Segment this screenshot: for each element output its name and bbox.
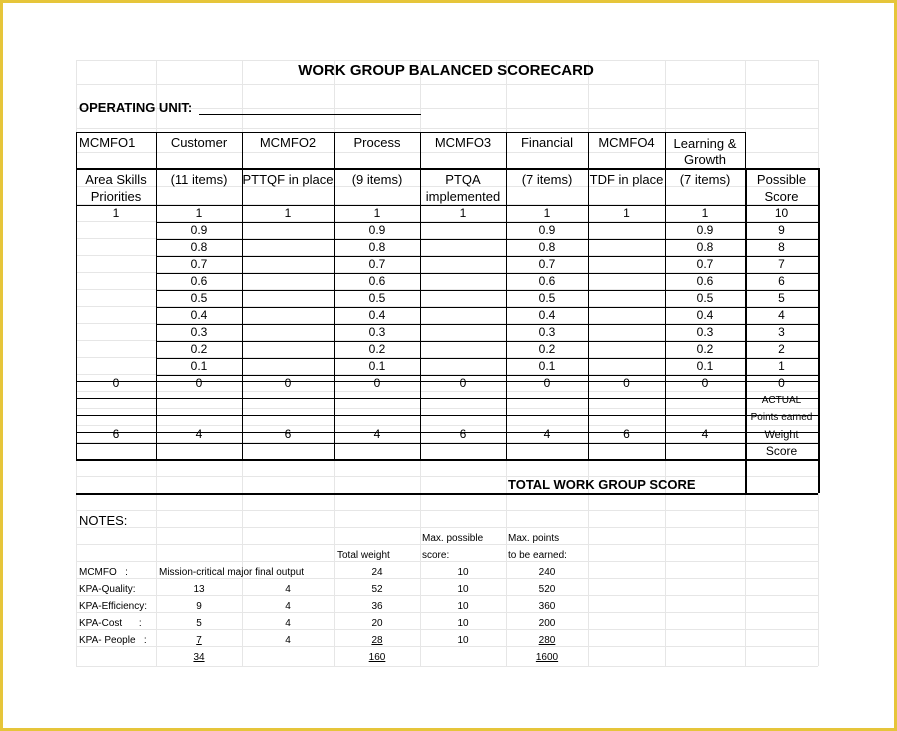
weight-value: 4 [543, 427, 551, 441]
scale-value: 0.2 [538, 342, 556, 356]
summary-total-weight: 28 [371, 635, 383, 646]
subheader-2: PTTQF in place [242, 172, 334, 187]
header-mcmfo3: MCMFO3 [434, 135, 492, 150]
possible-score: 10 [774, 206, 789, 220]
scale-value: 0.8 [538, 240, 556, 254]
header-mcmfo2: MCMFO2 [259, 135, 317, 150]
header-customer: Customer [170, 135, 228, 150]
scale-value: 0.7 [190, 257, 208, 271]
summary-max-points: 520 [538, 584, 556, 595]
summary-row-label: KPA-Quality: [79, 584, 136, 595]
scale-value: 0.4 [696, 308, 714, 322]
scale-value: 1 [701, 206, 709, 220]
scale-value: 0.1 [368, 359, 386, 373]
summary-max-score: 10 [457, 584, 469, 595]
operating-unit-label: OPERATING UNIT: [79, 100, 193, 115]
subheader-7: (7 items) [679, 172, 731, 187]
scale-value: 0 [284, 376, 292, 390]
subheader-1: (11 items) [170, 172, 228, 187]
summary-max-points: 280 [538, 635, 556, 646]
summary-total-weight: 36 [371, 601, 383, 612]
weight-value: 6 [623, 427, 630, 441]
summary-total-items: 34 [193, 652, 205, 663]
subheader-6: TDF in place [589, 172, 664, 187]
weight-value: 6 [112, 427, 120, 441]
possible-score: 0 [778, 376, 785, 390]
page-title: WORK GROUP BALANCED SCORECARD [298, 62, 594, 79]
scale-value: 0 [543, 376, 551, 390]
possible-score: 9 [778, 223, 785, 237]
header-learning-growth: Learning & Growth [673, 136, 737, 167]
scale-value: 0.6 [538, 274, 556, 288]
scale-value: 0 [459, 376, 467, 390]
scale-value: 0.9 [538, 223, 556, 237]
summary-row-description: Mission-critical major final output [159, 567, 305, 578]
max-possible-header-2: score: [422, 550, 450, 561]
scale-value: 1 [459, 206, 467, 220]
total-weight-header: Total weight [337, 550, 390, 561]
possible-score: 8 [778, 240, 785, 254]
scale-value: 0.4 [538, 308, 556, 322]
scale-value: 0.8 [190, 240, 208, 254]
weight-value: 6 [284, 427, 292, 441]
scale-value: 0.2 [368, 342, 386, 356]
scale-value: 0.4 [368, 308, 386, 322]
header-financial: Financial [520, 135, 574, 150]
scale-value: 0.5 [368, 291, 386, 305]
scale-value: 0.1 [696, 359, 714, 373]
scale-value: 0.5 [696, 291, 714, 305]
summary-total-max-points: 1600 [535, 652, 559, 663]
scale-value: 0.3 [696, 325, 714, 339]
summary-items: 9 [196, 601, 202, 612]
scale-value: 1 [112, 206, 120, 220]
weight-value: 4 [195, 427, 203, 441]
max-possible-header: Max. possible [422, 533, 484, 544]
total-work-group-score-label: TOTAL WORK GROUP SCORE [508, 477, 696, 492]
subheader-3: (9 items) [351, 172, 403, 187]
header-mcmfo1: MCMFO1 [79, 135, 136, 150]
summary-max-points: 240 [538, 567, 556, 578]
scale-value: 0.5 [538, 291, 556, 305]
summary-weight: 4 [285, 618, 291, 629]
scale-value: 1 [195, 206, 203, 220]
possible-score: 3 [778, 325, 785, 339]
scale-value: 1 [373, 206, 381, 220]
weight-value: 4 [373, 427, 381, 441]
scale-value: 0.5 [190, 291, 208, 305]
actual-label: ACTUAL [761, 395, 802, 406]
summary-max-score: 10 [457, 635, 469, 646]
scale-value: 0.7 [538, 257, 556, 271]
summary-items: 13 [193, 584, 205, 595]
scale-value: 0.4 [190, 308, 208, 322]
scale-value: 0 [373, 376, 381, 390]
scale-value: 0.1 [190, 359, 208, 373]
scale-value: 0.6 [190, 274, 208, 288]
scale-value: 0.2 [696, 342, 714, 356]
points-earned-label: Points earned [750, 412, 813, 423]
summary-items: 5 [196, 618, 202, 629]
scale-value: 1 [543, 206, 551, 220]
possible-score: 5 [778, 291, 785, 305]
possible-score: 2 [778, 342, 785, 356]
scale-value: 0.6 [696, 274, 714, 288]
summary-max-points: 360 [538, 601, 556, 612]
scale-value: 1 [623, 206, 630, 220]
scale-value: 0.7 [368, 257, 386, 271]
summary-total-weight: 24 [371, 567, 383, 578]
scale-value: 0.8 [368, 240, 386, 254]
summary-total-weight: 52 [371, 584, 383, 595]
summary-row-label: KPA-Efficiency: [79, 601, 147, 612]
max-points-header-2: to be earned: [508, 550, 567, 561]
weight-value: 6 [459, 427, 467, 441]
scale-value: 0.9 [368, 223, 386, 237]
scale-value: 0.1 [538, 359, 556, 373]
possible-score: 6 [778, 274, 785, 288]
scale-value: 0.3 [538, 325, 556, 339]
summary-max-score: 10 [457, 618, 469, 629]
possible-score: 7 [778, 257, 785, 271]
summary-weight: 4 [285, 635, 291, 646]
subheader-4: PTQA implemented [425, 172, 501, 204]
scale-value: 0 [112, 376, 120, 390]
summary-weight: 4 [285, 601, 291, 612]
summary-max-points: 200 [538, 618, 556, 629]
scale-value: 0.8 [696, 240, 714, 254]
weight-label: Weight [764, 429, 799, 441]
scale-value: 0.3 [368, 325, 386, 339]
scale-value: 0.7 [696, 257, 714, 271]
scale-value: 0.9 [190, 223, 208, 237]
notes-label: NOTES: [79, 513, 128, 528]
possible-score: 1 [778, 359, 785, 373]
summary-weight: 4 [285, 584, 291, 595]
subheader-8: Possible Score [756, 172, 807, 204]
scale-value: 0 [701, 376, 709, 390]
scale-value: 0 [195, 376, 203, 390]
scale-value: 0.6 [368, 274, 386, 288]
summary-total-weight-sum: 160 [368, 652, 386, 663]
summary-max-score: 10 [457, 567, 469, 578]
header-process: Process [353, 135, 401, 150]
summary-total-weight: 20 [371, 618, 383, 629]
possible-score: 4 [778, 308, 785, 322]
summary-row-label: KPA-Cost : [79, 618, 142, 629]
scorecard-sheet [76, 60, 818, 666]
summary-items: 7 [196, 635, 202, 646]
scale-value: 1 [284, 206, 292, 220]
operating-unit-field[interactable] [199, 114, 421, 115]
subheader-0: Area Skills Priorities [85, 172, 147, 204]
summary-max-score: 10 [457, 601, 469, 612]
score-label: Score [765, 444, 798, 458]
max-points-header: Max. points [508, 533, 560, 544]
header-mcmfo4: MCMFO4 [598, 135, 655, 150]
weight-value: 4 [701, 427, 709, 441]
scale-value: 0.9 [696, 223, 714, 237]
scale-value: 0 [623, 376, 630, 390]
summary-row-label: MCMFO : [79, 567, 128, 578]
summary-row-label: KPA- People : [79, 635, 147, 646]
subheader-5: (7 items) [521, 172, 573, 187]
scale-value: 0.3 [190, 325, 208, 339]
scale-value: 0.2 [190, 342, 208, 356]
